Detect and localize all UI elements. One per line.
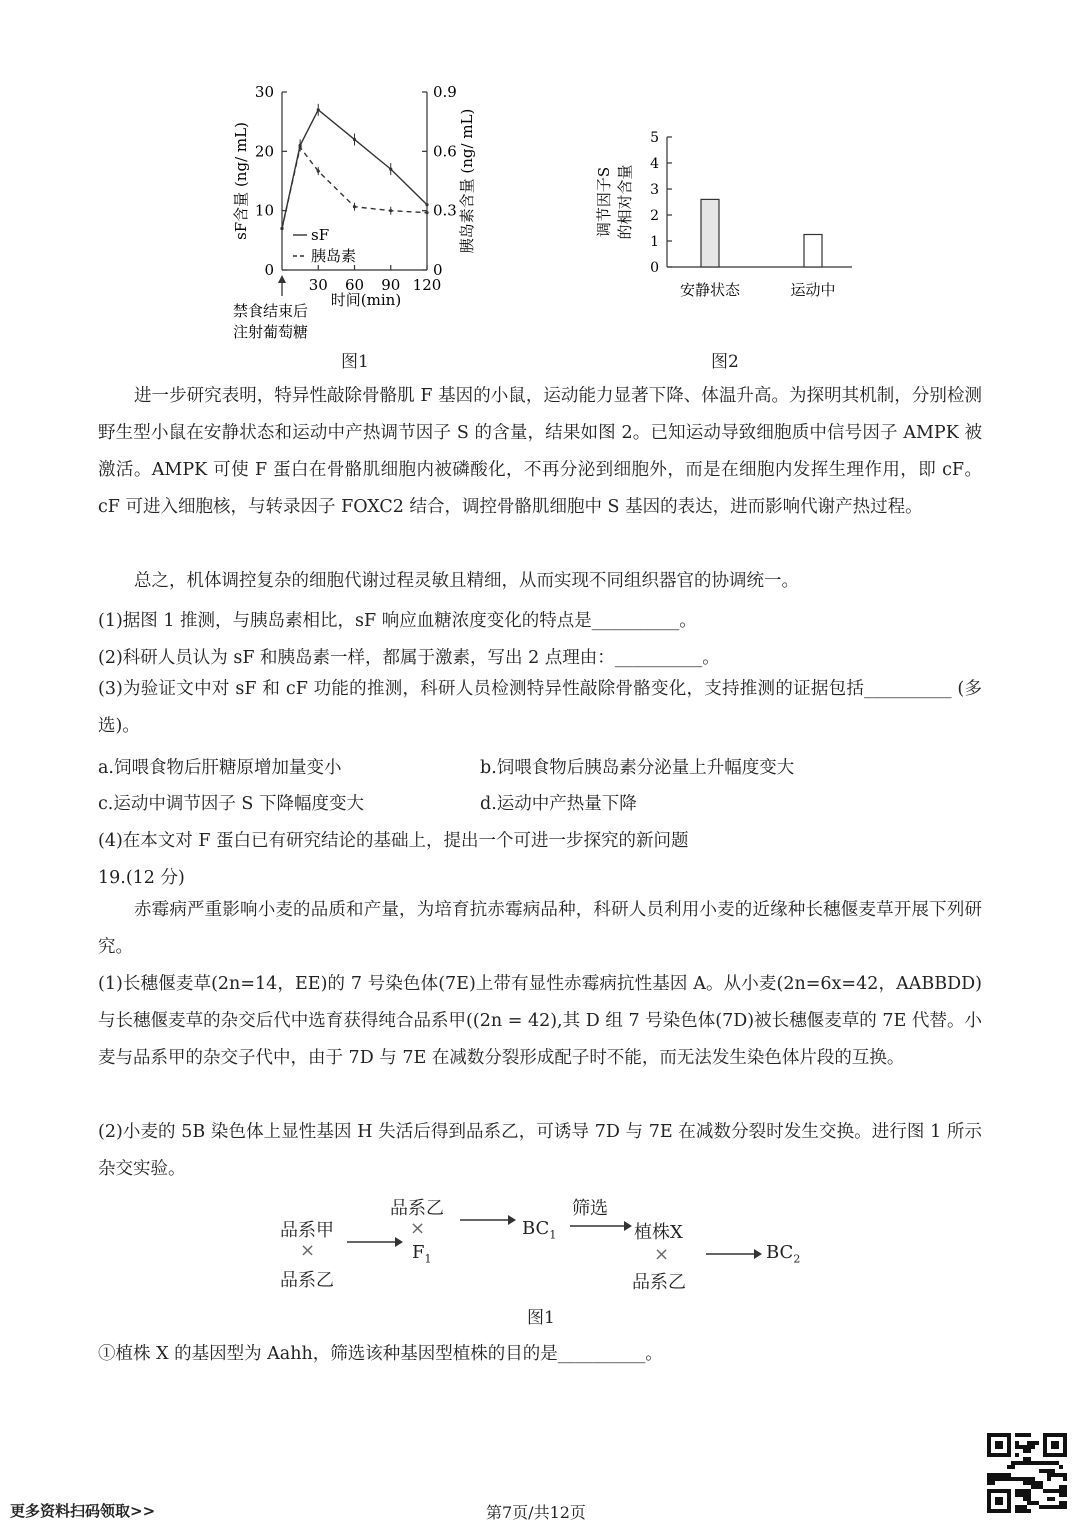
category-label: 运动中 [790, 281, 836, 299]
label-pinxi-yi: 品系乙 [280, 1270, 334, 1291]
series-insulin-line [282, 147, 427, 228]
label-screening: 筛选 [572, 1198, 608, 1219]
sf-point [353, 138, 356, 141]
y-tick-label: 2 [650, 208, 659, 224]
question-4: (4)在本文对 F 蛋白已有研究结论的基础上，提出一个可进一步探究的新问题 [98, 831, 689, 851]
insulin-point [317, 170, 320, 173]
cross-symbol: × [654, 1244, 670, 1265]
question-19-heading: 19.(12 分) [98, 868, 185, 888]
y-tick-label: 1 [650, 234, 659, 250]
x-axis-label: 时间(min) [330, 291, 402, 309]
qr-code [987, 1433, 1067, 1513]
label-f1: $F_1$ [412, 1242, 432, 1266]
arrow-icon [568, 1218, 634, 1234]
footer-more-resources[interactable]: 更多资料扫码领取>> [10, 1502, 156, 1520]
x-tick-label: 90 [381, 276, 401, 294]
y-tick-label: 3 [650, 182, 659, 198]
insulin-point [389, 209, 392, 212]
question-19-1: (1)长穗偃麦草(2n=14，EE)的 7 号染色体(7E)上带有显性赤霉病抗性基因 A。从小麦(2n=6x=42，AABBDD)与长穗偃麦草的杂交后代中选育获得纯合品系甲((2n = 42),其 D 组 7 号染色体(7D)被长穗偃麦草的 7E 代替。小麦与品系甲的杂交子代中，由于 7D 与 7E 在减数分裂形成配子时不能，而无法发生染色体片段的互换。 [98, 974, 982, 1068]
bar [804, 235, 822, 268]
legend-insulin-label: 胰岛素 [311, 247, 357, 265]
label-plant-x: 植株X [634, 1222, 683, 1243]
y-tick-label: 5 [650, 130, 659, 146]
left-tick-label: 10 [254, 201, 274, 220]
question-19-2: (2)小麦的 5B 染色体上显性基因 H 失活后得到品系乙，可诱导 7D 与 7E 在减数分裂时发生交换。进行图 1 所示杂交实验。 [98, 1122, 982, 1179]
question-2: (2)科研人员认为 sF 和胰岛素一样，都属于激素，写出 2 点理由：__________。 [98, 648, 720, 668]
right-tick-label: 0 [433, 261, 443, 279]
x-tick-label: 30 [308, 276, 328, 294]
arrow-icon [345, 1234, 405, 1250]
y-label-line2: 的相对含量 [616, 164, 634, 240]
insulin-point [353, 205, 356, 208]
footer-page-number: 第7页/共12页 [486, 1503, 586, 1522]
sf-point [425, 203, 428, 206]
y-label-line1: 调节因子S [595, 166, 613, 238]
insulin-point [425, 211, 428, 214]
option-b: b.饲喂食物后胰岛素分泌量上升幅度变大 [480, 758, 795, 778]
label-pinxi-jia: 品系甲 [280, 1220, 334, 1241]
y-tick-label: 4 [650, 156, 659, 172]
right-tick-label: 0.9 [433, 83, 457, 101]
question-19-2-1: ①植株 X 的基因型为 Aahh，筛选该种基因型植株的目的是__________。 [98, 1344, 663, 1364]
left-tick-label: 30 [254, 83, 274, 101]
sf-point [389, 168, 392, 171]
x-tick-label: 120 [412, 276, 442, 294]
question-3: (3)为验证文中对 sF 和 cF 功能的推测，科研人员检测特异性敲除骨骼变化，支持推测的证据包括__________ (多选)。 [98, 679, 982, 736]
figure2-chart [595, 120, 870, 310]
arrow-icon [458, 1212, 518, 1228]
legend-sf-label: sF [311, 226, 330, 244]
cross-diagram [270, 1190, 830, 1300]
cross-symbol: × [300, 1240, 316, 1261]
right-tick-label: 0.6 [433, 142, 457, 161]
insulin-point [299, 146, 302, 149]
x-tick-label: 60 [344, 276, 365, 294]
label-pinxi-yi: 品系乙 [390, 1198, 444, 1219]
label-bc1: $BC_1$ [522, 1218, 557, 1242]
paragraph-summary: 总之，机体调控复杂的细胞代谢过程灵敏且精细，从而实现不同组织器官的协调统一。 [134, 571, 799, 591]
left-tick-label: 20 [254, 142, 274, 161]
arrow-icon [704, 1246, 764, 1262]
paragraph-19-intro: 赤霉病严重影响小麦的品质和产量，为培育抗赤霉病品种，科研人员利用小麦的近缘种长穗偃麦草开展下列研究。 [98, 900, 982, 957]
option-a: a.饲喂食物后肝糖原增加量变小 [98, 758, 342, 778]
paragraph-research: 进一步研究表明，特异性敲除骨骼肌 F 基因的小鼠，运动能力显著下降、体温升高。为探明其机制，分别检测野生型小鼠在安静状态和运动中产热调节因子 S 的含量，结果如图 2。已知运动导致细胞质中信号因子 AMPK 被激活。AMPK 可使 F 蛋白在骨骼肌细胞内被磷酸化，不再分泌到细胞外，而是在细胞内发挥生理作用，即 cF。cF 可进入细胞核，与转录因子 FOXC2 结合，调控骨骼肌细胞中 S 基因的表达，进而影响代谢产热过程。 [98, 386, 982, 517]
label-bc2: $BC_2$ [766, 1242, 801, 1266]
y-right-label: 胰岛素含量 (ng/ mL) [458, 108, 476, 254]
cross-diagram-caption: 图1 [527, 1308, 555, 1328]
y-tick-label: 0 [650, 260, 659, 276]
figure1-caption: 图1 [341, 352, 369, 372]
insulin-point [280, 227, 283, 230]
arrow-note-1: 禁食结束后 [233, 302, 309, 320]
category-label: 安静状态 [679, 281, 741, 299]
option-c: c.运动中调节因子 S 下降幅度变大 [98, 794, 364, 814]
figure2-caption: 图2 [711, 352, 739, 372]
label-pinxi-yi: 品系乙 [632, 1272, 686, 1293]
figure1-chart [225, 75, 485, 345]
question-1: (1)据图 1 推测，与胰岛素相比，sF 响应血糖浓度变化的特点是__________。 [98, 611, 697, 631]
right-tick-label: 0.3 [433, 201, 457, 220]
bar [701, 199, 719, 267]
cross-symbol: × [410, 1218, 426, 1239]
injection-arrowhead-icon [278, 275, 286, 283]
sf-point [317, 108, 320, 111]
y-left-label: sF含量 (ng/ mL) [232, 122, 250, 240]
option-d: d.运动中产热量下降 [480, 794, 637, 814]
arrow-note-2: 注射葡萄糖 [233, 323, 309, 341]
left-tick-label: 0 [264, 261, 274, 279]
